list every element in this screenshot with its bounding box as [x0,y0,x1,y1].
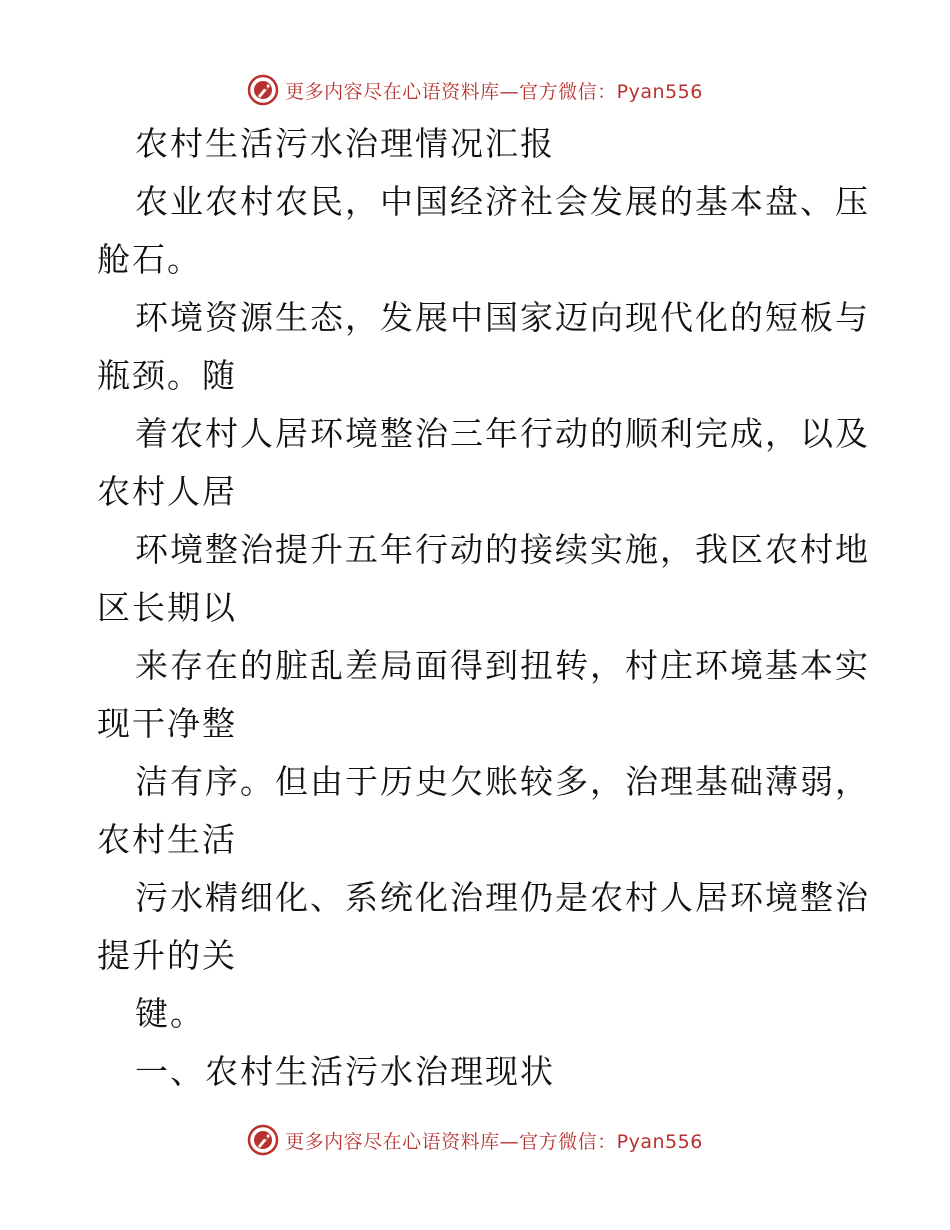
paragraph-line: 区长期以 [97,588,237,627]
paragraph-line: 污水精细化、系统化治理仍是农村人居环境整治 [135,878,870,917]
paragraph-line: 来存在的脏乱差局面得到扭转，村庄环境基本实 [135,646,870,685]
paragraph-line: 现干净整 [97,704,237,743]
pen-nib-logo-icon [247,1124,279,1156]
paragraph-line: 着农村人居环境整治三年行动的顺利完成，以及 [135,414,870,453]
paragraph-line: 提升的关 [97,936,237,975]
section-heading: 一、农村生活污水治理现状 [135,1052,555,1091]
document-title: 农村生活污水治理情况汇报 [135,124,555,163]
paragraph-line: 洁有序。但由于历史欠账较多，治理基础薄弱， [135,762,870,801]
pen-nib-logo-icon [247,74,279,106]
paragraph-line: 环境资源生态，发展中国家迈向现代化的短板与 [135,298,870,337]
paragraph-line: 环境整治提升五年行动的接续实施，我区农村地 [135,530,870,569]
footer-watermark [0,1120,950,1160]
paragraph-line: 农业农村农民，中国经济社会发展的基本盘、压 [135,182,870,221]
document-body [97,115,870,1101]
paragraph-line: 键。 [135,994,205,1033]
paragraph-line: 农村生活 [97,820,237,859]
watermark-text: 更多内容尽在心语资料库—官方微信：Pyan556 [285,80,703,103]
header-watermark [0,70,950,110]
watermark-text: 更多内容尽在心语资料库—官方微信：Pyan556 [285,1130,703,1153]
paragraph-line: 农村人居 [97,472,237,511]
paragraph-line: 舱石。 [97,240,202,279]
paragraph-line: 瓶颈。随 [97,356,237,395]
